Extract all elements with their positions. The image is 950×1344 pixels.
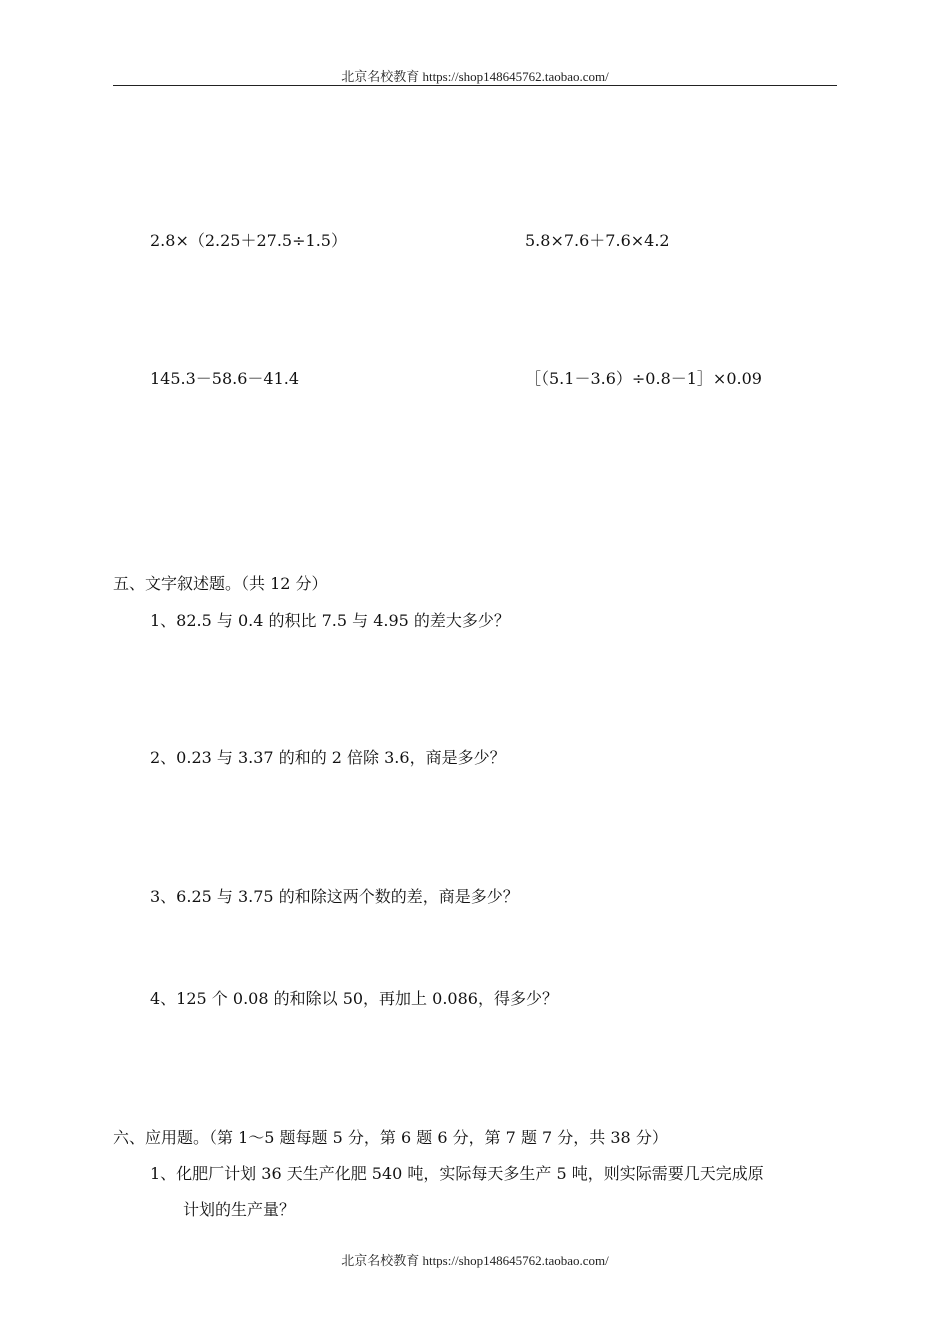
calc-expression-2: 5.8×7.6＋7.6×4.2: [525, 231, 670, 250]
section-6-item-1-line-1: 1、化肥厂计划 36 天生产化肥 540 吨，实际每天多生产 5 吨，则实际需要几天完成原: [150, 1164, 764, 1183]
section-5-item-3: 3、6.25 与 3.75 的和除这两个数的差，商是多少？: [150, 887, 519, 906]
header-rule: [113, 85, 837, 86]
calc-expression-1: 2.8×（2.25＋27.5÷1.5）: [150, 231, 347, 250]
calc-expression-4: ［（5.1－3.6）÷0.8－1］×0.09: [525, 369, 762, 388]
section-6-title: 六、应用题。（第 1～5 题每题 5 分，第 6 题 6 分，第 7 题 7 分，共 38 分）: [113, 1128, 668, 1147]
page-footer: 北京名校教育 https://shop148645762.taobao.com/: [341, 1253, 609, 1268]
calc-expression-3: 145.3－58.6－41.4: [150, 369, 300, 388]
section-5-title: 五、文字叙述题。（共 12 分）: [113, 574, 328, 593]
section-5-item-2: 2、0.23 与 3.37 的和的 2 倍除 3.6，商是多少？: [150, 748, 506, 767]
page-header: 北京名校教育 https://shop148645762.taobao.com/: [341, 69, 609, 84]
section-6-item-1-line-2: 计划的生产量？: [183, 1200, 296, 1219]
section-5-item-1: 1、82.5 与 0.4 的积比 7.5 与 4.95 的差大多少？: [150, 611, 510, 630]
section-5-item-4: 4、125 个 0.08 的和除以 50，再加上 0.086，得多少？: [150, 989, 558, 1008]
